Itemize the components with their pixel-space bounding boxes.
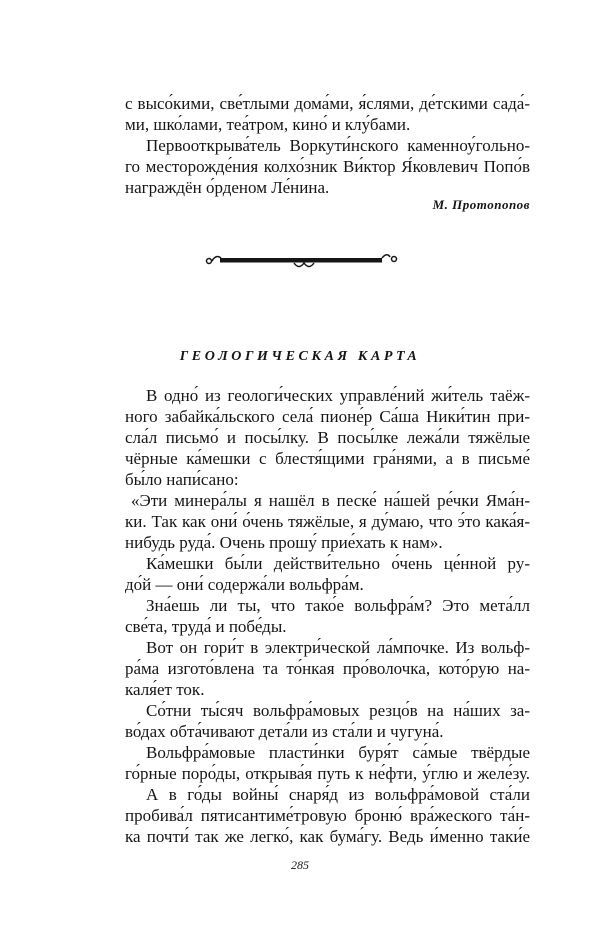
- text-line: чёрные ка́мешки с блестя́щими гра́нями, а в письме́: [125, 449, 530, 468]
- text-line: Вольфра́мовые пласти́нки буря́т са́мые твёрдые: [146, 743, 530, 762]
- text-line: нибудь руда́. Очень прошу́ прие́хать к нам».: [125, 533, 443, 552]
- text-line: ки. Так как они́ о́чень тяжёлые, я ду́маю, что э́то кака́я-: [125, 512, 530, 531]
- section-heading: ГЕОЛОГИЧЕСКАЯ КАРТА: [179, 349, 421, 364]
- text-line: А в го́ды войны́ снаря́д из вольфра́мовой ста́ли: [146, 785, 530, 804]
- text-line: с высо́кими, све́тлыми дома́ми, я́слями, де́тскими сада́-: [125, 94, 530, 113]
- text-line: во́дах обта́чивают дета́ли из ста́ли и чугуна́.: [125, 722, 444, 741]
- text-line: све́та, труда́ и побе́ды.: [125, 617, 287, 636]
- text-line: ми, шко́лами, теа́тром, кино́ и клу́бами.: [125, 115, 411, 134]
- text-line: «Эти минера́лы я нашёл в песке́ на́шей ре́чки Яма́н-: [131, 491, 530, 510]
- text-line: сла́л письмо́ и посы́лку. В посы́лке лежа́ли тяжёлые: [125, 428, 530, 447]
- text-line: ра́ма изгото́влена та то́нкая про́волочка, кото́рую на-: [125, 659, 530, 678]
- text-line: В одно́ из геологи́ческих управле́ний жи́тель таёж-: [146, 386, 530, 405]
- text-line: пробива́л пятисантиме́тровую броню́ вра́жеского та́н-: [125, 806, 530, 825]
- text-line: ного забайка́льского села́ пионе́р Са́ша Ники́тин при-: [125, 407, 530, 426]
- text-line: Первооткрыва́тель Воркути́нского каменноу́гольно-: [146, 136, 530, 155]
- text-line: до́й — они́ содержа́ли вольфра́м.: [125, 575, 364, 594]
- text-line: каля́ет ток.: [125, 680, 205, 699]
- text-line: Со́тни ты́сяч вольфра́мовых резцо́в на на́ших за-: [146, 701, 530, 720]
- text-line: награждён о́рденом Ле́нина.: [125, 178, 330, 197]
- ornament-divider-icon: [204, 246, 400, 270]
- text-line: го месторожде́ния колхо́зник Ви́ктор Я́ковлевич Попо́в: [125, 157, 530, 176]
- text-line: Ка́мешки бы́ли действи́тельно о́чень це́нной ру-: [146, 554, 530, 573]
- text-line: го́рные поро́ды, открыва́я путь к не́фти, у́глю и желе́зу.: [125, 764, 530, 783]
- page-number: 285: [291, 858, 309, 872]
- text-line: Вот он гори́т в электри́ческой ла́мпочке. Из вольф-: [146, 638, 530, 657]
- author-signature: М. Протопопов: [432, 197, 530, 212]
- text-line: ка почти́ так же легко́, как бума́гу. Ведь и́менно таки́е: [125, 827, 530, 846]
- text-line: Зна́ешь ли ты, что тако́е вольфра́м? Это мета́лл: [146, 596, 530, 615]
- text-line: бы́ло напи́сано:: [125, 470, 239, 489]
